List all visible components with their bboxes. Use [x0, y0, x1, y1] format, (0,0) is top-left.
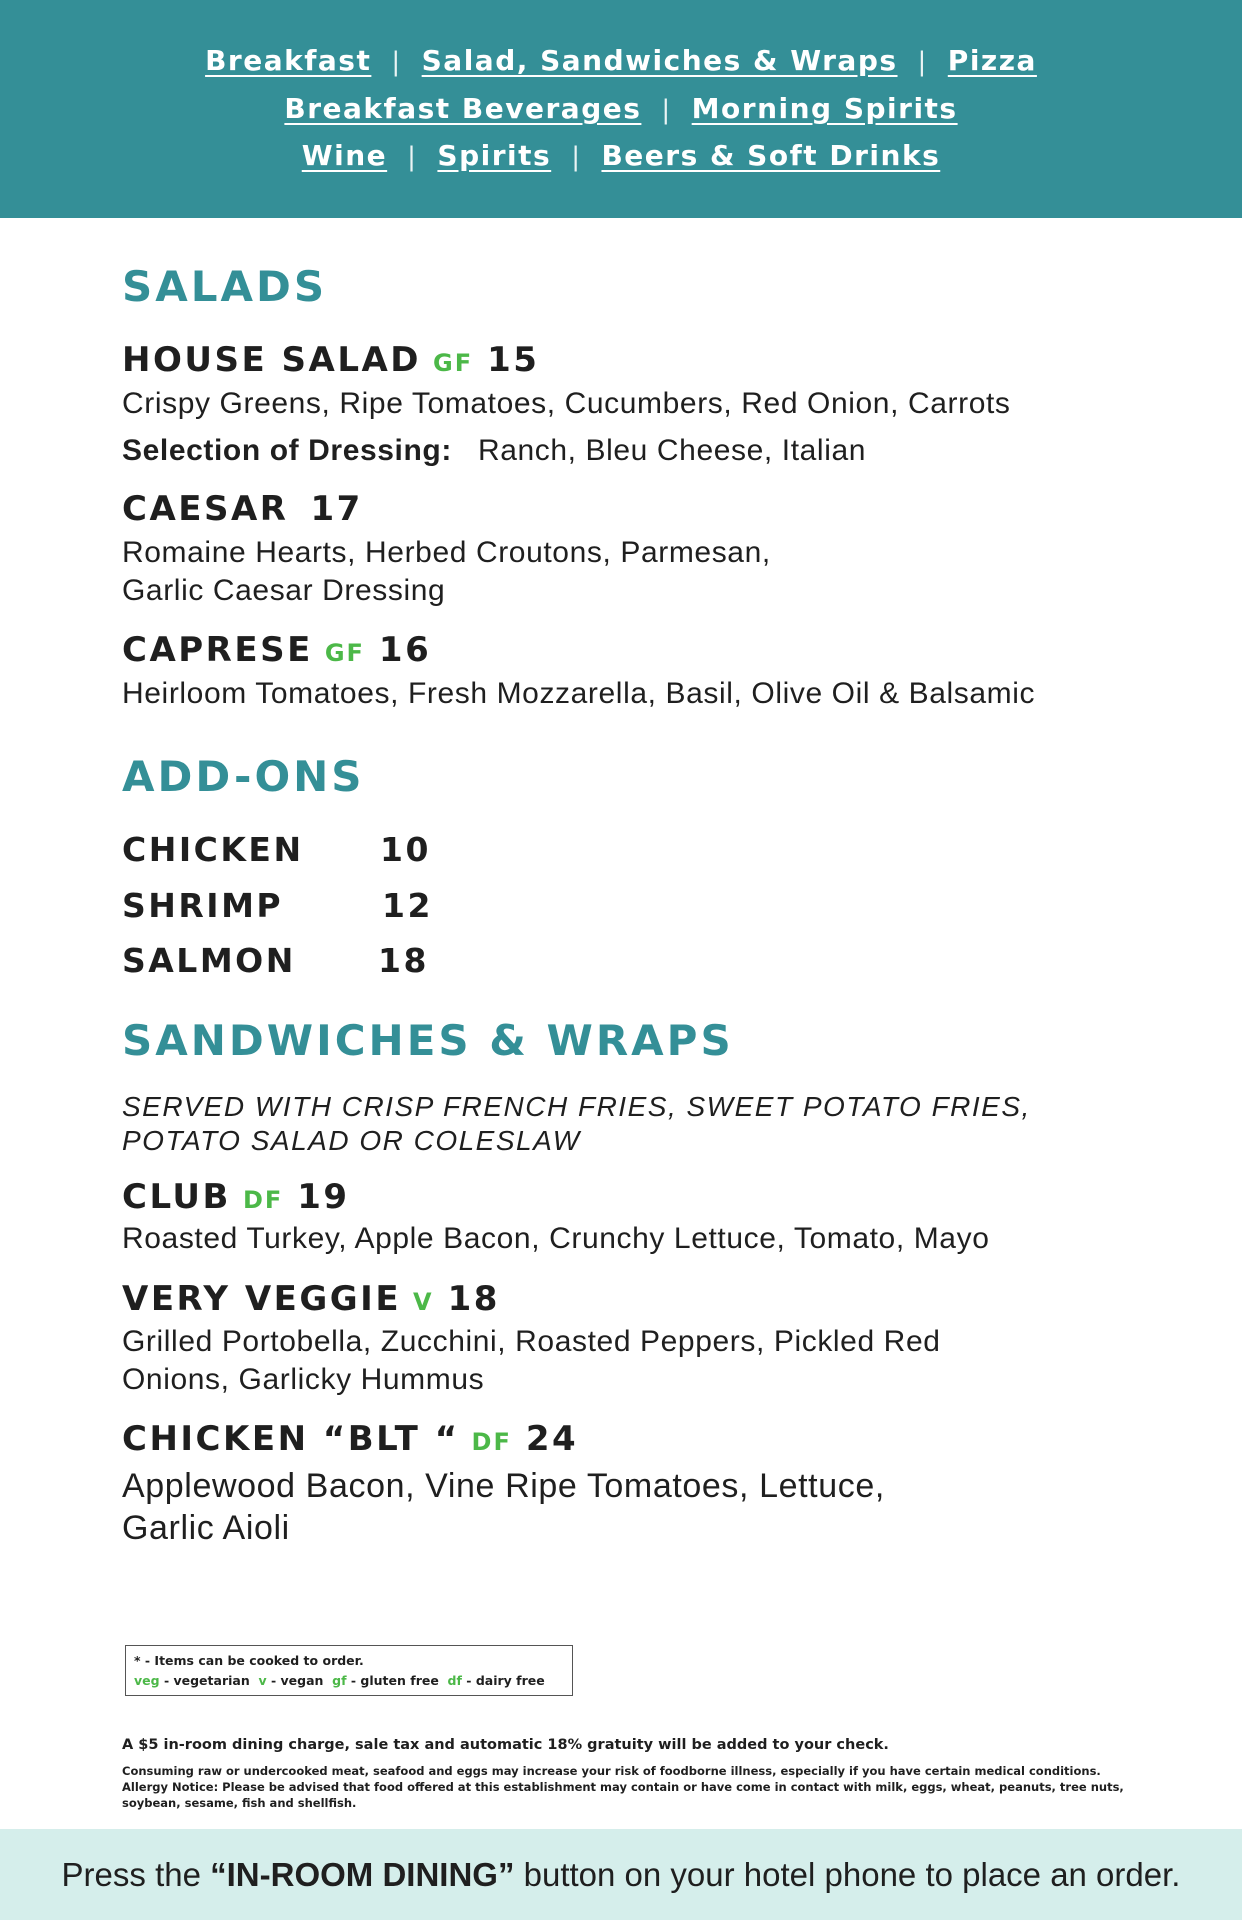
description-line: Garlic Caesar Dressing	[122, 574, 446, 607]
dietary-tag-df: DF	[471, 1428, 512, 1456]
item-description: Crispy Greens, Ripe Tomatoes, Cucumbers, Red Onion, Carrots	[122, 387, 1011, 420]
item-price: 15	[487, 340, 540, 380]
nav-link-salad-sandwiches-wraps[interactable]: Salad, Sandwiches & Wraps	[421, 44, 898, 77]
nav-link-breakfast-beverages[interactable]: Breakfast Beverages	[284, 92, 642, 125]
food-safety-notes	[122, 1763, 1132, 1811]
legend-key-df: df	[447, 1673, 462, 1688]
nav-link-beers-soft-drinks[interactable]: Beers & Soft Drinks	[601, 139, 941, 172]
item-name: CAESAR	[122, 489, 289, 529]
nav-link-wine[interactable]: Wine	[301, 139, 388, 172]
dressing-options	[122, 432, 866, 470]
item-price: 18	[447, 1279, 500, 1319]
nav-separator: |	[661, 95, 672, 125]
menu-item-caprese	[122, 630, 431, 670]
menu-item-club	[122, 1177, 350, 1217]
nav-row-3	[0, 139, 1242, 172]
legend-key-gf: gf	[332, 1673, 347, 1688]
dietary-legend	[125, 1645, 573, 1696]
dressing-label: Selection of Dressing:	[122, 434, 452, 467]
banner-prefix: Press the	[61, 1856, 211, 1893]
addon-name-shrimp: SHRIMP	[122, 886, 284, 925]
item-description	[122, 534, 771, 610]
consumer-advisory: Consuming raw or undercooked meat, seafood and eggs may increase your risk of foodborne illness, especially if you have certain medical conditions.	[122, 1764, 1101, 1778]
legend-cooked-to-order: * - Items can be cooked to order.	[134, 1653, 364, 1668]
legend-text-veg: - vegetarian	[163, 1673, 250, 1688]
allergy-notice: Allergy Notice: Please be advised that food offered at this establishment may contain or have come in contact with milk, eggs, wheat, peanuts, tree nuts, soybean, sesame, fish and shellfish.	[122, 1780, 1124, 1810]
item-price: 24	[525, 1419, 579, 1459]
legend-key-v: v	[258, 1673, 267, 1688]
legend-text-df: - dairy free	[466, 1673, 545, 1688]
sides-note-line: SERVED WITH CRISP FRENCH FRIES, SWEET POTATO FRIES,	[122, 1091, 1031, 1122]
nav-separator: |	[917, 47, 928, 77]
description-line: Garlic Aioli	[122, 1509, 290, 1547]
legend-text-gf: - gluten free	[350, 1673, 439, 1688]
banner-suffix: button on your hotel phone to place an order.	[514, 1856, 1181, 1893]
nav-link-breakfast[interactable]: Breakfast	[205, 44, 372, 77]
addon-price-shrimp: 12	[382, 886, 433, 925]
nav-separator: |	[571, 142, 582, 172]
sides-note	[122, 1090, 1031, 1158]
category-nav	[0, 0, 1242, 218]
nav-link-spirits[interactable]: Spirits	[437, 139, 552, 172]
dietary-tag-df: DF	[242, 1186, 284, 1214]
item-description: Roasted Turkey, Apple Bacon, Crunchy Lettuce, Tomato, Mayo	[122, 1222, 990, 1255]
item-name: HOUSE SALAD	[122, 340, 422, 380]
description-line: Applewood Bacon, Vine Ripe Tomatoes, Lettuce,	[122, 1467, 885, 1505]
dietary-tag-gf: GF	[324, 639, 365, 667]
nav-separator: |	[391, 47, 402, 77]
nav-link-pizza[interactable]: Pizza	[947, 44, 1037, 77]
legend-keys	[134, 1671, 564, 1691]
description-line: Grilled Portobella, Zucchini, Roasted Peppers, Pickled Red	[122, 1325, 941, 1358]
dining-charge-note: A $5 in-room dining charge, sale tax and automatic 18% gratuity will be added to your check.	[122, 1737, 889, 1753]
item-name: VERY VEGGIE	[122, 1279, 402, 1319]
nav-link-morning-spirits[interactable]: Morning Spirits	[691, 92, 958, 125]
item-description	[122, 1323, 941, 1399]
item-name: CAPRESE	[122, 630, 313, 670]
addon-name-chicken: CHICKEN	[122, 830, 304, 869]
order-instructions-banner	[0, 1829, 1242, 1920]
item-description: Heirloom Tomatoes, Fresh Mozzarella, Basil, Olive Oil & Balsamic	[122, 677, 1036, 710]
section-heading-sandwiches-wraps: SANDWICHES & WRAPS	[122, 1016, 734, 1065]
nav-separator: |	[407, 142, 418, 172]
item-price: 17	[310, 489, 363, 529]
menu-item-very-veggie	[122, 1279, 500, 1319]
sides-note-line: POTATO SALAD OR COLESLAW	[122, 1125, 581, 1156]
description-line: Onions, Garlicky Hummus	[122, 1363, 485, 1396]
nav-row-1	[0, 44, 1242, 77]
banner-in-room-dining: “IN-ROOM DINING”	[210, 1856, 515, 1893]
addon-name-salmon: SALMON	[122, 941, 296, 980]
item-price: 16	[378, 630, 432, 670]
item-name: CLUB	[122, 1177, 231, 1217]
item-description	[122, 1465, 885, 1549]
item-price: 19	[297, 1177, 350, 1217]
addon-price-chicken: 10	[380, 830, 431, 869]
dietary-tag-gf: GF	[433, 349, 474, 377]
menu-item-caesar	[122, 489, 363, 529]
nav-row-2	[0, 92, 1242, 125]
addon-price-salmon: 18	[378, 941, 429, 980]
item-name: CHICKEN “BLT “	[122, 1419, 460, 1459]
legend-key-veg: veg	[134, 1673, 160, 1688]
dietary-tag-v: V	[413, 1288, 434, 1316]
dressing-list: Ranch, Bleu Cheese, Italian	[477, 434, 867, 467]
legend-text-v: - vegan	[270, 1673, 324, 1688]
description-line: Romaine Hearts, Herbed Croutons, Parmesan,	[122, 536, 771, 569]
menu-item-house-salad	[122, 340, 539, 380]
section-heading-salads: SALADS	[122, 262, 328, 311]
menu-item-chicken-blt	[122, 1419, 578, 1459]
section-heading-add-ons: ADD-ONS	[122, 752, 365, 801]
